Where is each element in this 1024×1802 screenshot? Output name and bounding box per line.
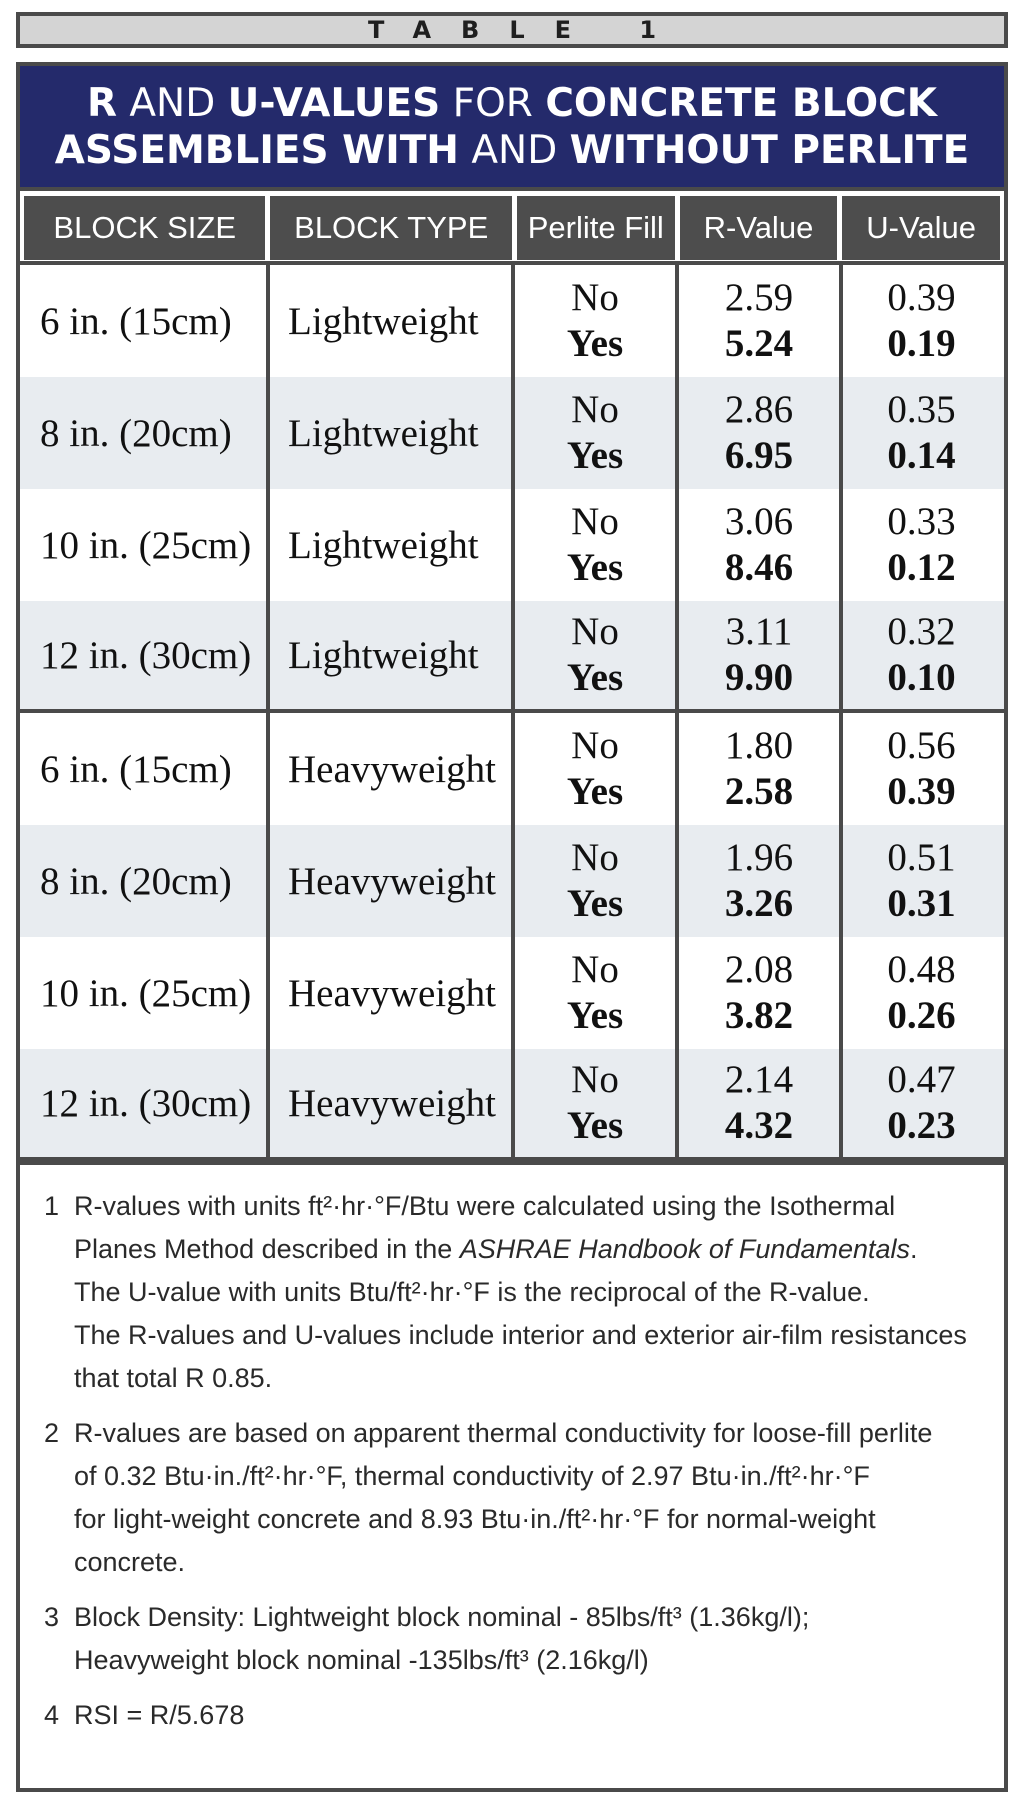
cell-r-value xyxy=(679,713,843,825)
r-value-yes: 4.32 xyxy=(724,1104,794,1147)
cell-u-value xyxy=(843,265,1000,377)
fill-no: No xyxy=(571,500,619,543)
u-value-yes: 0.26 xyxy=(887,994,956,1037)
fill-no: No xyxy=(571,724,619,767)
footnote-segment: R-values are based on apparent thermal conductivity for loose-fill perlite xyxy=(74,1418,933,1448)
cell-r-value xyxy=(679,601,843,709)
footnote-text xyxy=(74,1412,980,1584)
cell-r-value xyxy=(679,377,843,489)
cell-block-size: 10 in. (25cm) xyxy=(20,937,270,1049)
cell-block-size: 12 in. (30cm) xyxy=(20,601,270,709)
fill-yes: Yes xyxy=(566,770,624,813)
r-value-no: 1.96 xyxy=(724,836,794,879)
r-value-no: 2.59 xyxy=(724,276,794,319)
u-value-yes: 0.23 xyxy=(887,1104,956,1147)
footnote-title: ASHRAE Handbook of Fundamentals xyxy=(459,1234,910,1264)
footnote-line xyxy=(74,1314,980,1357)
cell-block-type: Lightweight xyxy=(270,601,515,709)
cell-u-value xyxy=(843,937,1000,1049)
cell-r-value xyxy=(679,1049,843,1157)
table-row xyxy=(20,489,1004,601)
fill-yes: Yes xyxy=(566,1104,624,1147)
title-segment: AND xyxy=(116,80,228,126)
u-value-yes: 0.19 xyxy=(887,322,956,365)
footnote-segment: for light-weight concrete and 8.93 Btu·in./ft²·hr·°F for normal-weight xyxy=(74,1504,876,1534)
footnote-number: 3 xyxy=(44,1602,60,1632)
fill-yes: Yes xyxy=(566,994,624,1037)
footnote-number: 4 xyxy=(44,1700,60,1730)
footnote-segment: Block Density: Lightweight block nominal - 85lbs/ft³ (1.36kg/l); xyxy=(74,1602,810,1632)
table-label-bar xyxy=(16,12,1008,48)
footnote xyxy=(44,1596,980,1682)
r-value-yes: 3.82 xyxy=(724,994,794,1037)
r-value-yes: 3.26 xyxy=(724,882,794,925)
footnote-line xyxy=(74,1455,980,1498)
fill-no: No xyxy=(571,388,619,431)
r-value-yes: 5.24 xyxy=(724,322,794,365)
fill-no: No xyxy=(571,1058,619,1101)
fill-no: No xyxy=(571,948,619,991)
fill-no: No xyxy=(571,610,619,653)
u-value-no: 0.35 xyxy=(887,388,956,431)
title-segment: U-VALUES xyxy=(227,80,441,126)
header-block-size: BLOCK SIZE xyxy=(24,196,265,260)
header-perlite-fill: Perlite Fill xyxy=(517,196,675,260)
fill-yes: Yes xyxy=(566,546,624,589)
footnote-segment: R-values with units ft²·hr·°F/Btu were calculated using the Isothermal xyxy=(74,1191,896,1221)
cell-block-type: Heavyweight xyxy=(270,825,515,937)
footnote-number: 2 xyxy=(44,1418,60,1448)
u-value-no: 0.33 xyxy=(887,500,956,543)
footnote-line xyxy=(74,1498,980,1541)
u-value-no: 0.56 xyxy=(887,724,956,767)
cell-block-size: 6 in. (15cm) xyxy=(20,265,270,377)
cell-u-value xyxy=(843,377,1000,489)
title-segment: WITHOUT PERLITE xyxy=(569,127,970,173)
footnote-line xyxy=(74,1694,980,1737)
footnote-segment: RSI = R/5.678 xyxy=(74,1700,245,1730)
u-value-yes: 0.10 xyxy=(887,656,956,699)
footnote-text xyxy=(74,1694,980,1737)
header-r-value: R-Value xyxy=(680,196,838,260)
cell-block-type: Lightweight xyxy=(270,265,515,377)
cell-perlite-fill xyxy=(515,489,679,601)
footnote-line xyxy=(74,1541,980,1584)
u-value-yes: 0.39 xyxy=(887,770,956,813)
r-value-no: 3.11 xyxy=(725,610,793,653)
u-value-no: 0.51 xyxy=(887,836,956,879)
cell-perlite-fill xyxy=(515,825,679,937)
table-body xyxy=(20,265,1004,1161)
title-line-2 xyxy=(55,127,970,174)
cell-u-value xyxy=(843,489,1000,601)
footnote-line xyxy=(74,1357,980,1400)
cell-r-value xyxy=(679,825,843,937)
table-title xyxy=(20,66,1004,191)
fill-yes: Yes xyxy=(566,434,624,477)
cell-r-value xyxy=(679,937,843,1049)
fill-no: No xyxy=(571,276,619,319)
u-value-no: 0.39 xyxy=(887,276,956,319)
footnote xyxy=(44,1694,980,1737)
cell-r-value xyxy=(679,265,843,377)
title-segment: CONCRETE BLOCK xyxy=(545,80,938,126)
cell-perlite-fill xyxy=(515,601,679,709)
footnote-line xyxy=(74,1412,980,1455)
fill-no: No xyxy=(571,836,619,879)
table-row xyxy=(20,937,1004,1049)
u-value-yes: 0.12 xyxy=(887,546,956,589)
cell-u-value xyxy=(843,825,1000,937)
footnote-number: 1 xyxy=(44,1191,60,1221)
footnote-segment: that total R 0.85. xyxy=(74,1363,273,1393)
cell-block-type: Heavyweight xyxy=(270,713,515,825)
r-value-yes: 2.58 xyxy=(724,770,794,813)
u-value-no: 0.48 xyxy=(887,948,956,991)
r-value-yes: 9.90 xyxy=(724,656,794,699)
cell-block-size: 10 in. (25cm) xyxy=(20,489,270,601)
cell-perlite-fill xyxy=(515,265,679,377)
footnote-segment: The U-value with units Btu/ft²·hr·°F is the reciprocal of the R-value. xyxy=(74,1277,870,1307)
r-value-no: 3.06 xyxy=(724,500,794,543)
table-container xyxy=(16,62,1008,1792)
footnote-line xyxy=(74,1639,980,1682)
footnote-line xyxy=(74,1185,980,1228)
table-row xyxy=(20,825,1004,937)
footnotes xyxy=(20,1161,1004,1737)
u-value-yes: 0.31 xyxy=(887,882,956,925)
header-row xyxy=(20,191,1004,265)
footnote-text xyxy=(74,1596,980,1682)
title-segment: R xyxy=(86,80,117,126)
footnote xyxy=(44,1185,980,1400)
fill-yes: Yes xyxy=(566,882,624,925)
title-line-1 xyxy=(87,80,937,127)
title-segment: FOR xyxy=(440,80,546,126)
cell-block-size: 8 in. (20cm) xyxy=(20,377,270,489)
footnote-segment: The R-values and U-values include interior and exterior air-film resistances xyxy=(74,1320,967,1350)
footnote xyxy=(44,1412,980,1584)
footnote-segment: . xyxy=(910,1234,918,1264)
footnote-segment: of 0.32 Btu·in./ft²·hr·°F, thermal conductivity of 2.97 Btu·in./ft²·hr·°F xyxy=(74,1461,870,1491)
table-row xyxy=(20,265,1004,377)
header-u-value: U-Value xyxy=(842,196,1000,260)
footnote-text xyxy=(74,1185,980,1400)
r-value-no: 2.86 xyxy=(724,388,794,431)
cell-block-size: 6 in. (15cm) xyxy=(20,713,270,825)
title-segment: AND xyxy=(458,127,570,173)
cell-perlite-fill xyxy=(515,1049,679,1157)
header-block-type: BLOCK TYPE xyxy=(270,196,511,260)
cell-u-value xyxy=(843,713,1000,825)
cell-block-type: Lightweight xyxy=(270,489,515,601)
footnote-segment: concrete. xyxy=(74,1547,186,1577)
u-value-yes: 0.14 xyxy=(887,434,956,477)
title-segment: ASSEMBLIES WITH xyxy=(54,127,459,173)
footnote-segment: Heavyweight block nominal -135lbs/ft³ (2.16kg/l) xyxy=(74,1645,649,1675)
r-value-yes: 6.95 xyxy=(724,434,794,477)
r-value-no: 2.14 xyxy=(724,1058,794,1101)
cell-block-type: Heavyweight xyxy=(270,1049,515,1157)
cell-r-value xyxy=(679,489,843,601)
table-label: TABLE 1 xyxy=(367,16,687,44)
fill-yes: Yes xyxy=(566,322,624,365)
r-value-no: 1.80 xyxy=(724,724,794,767)
cell-block-size: 8 in. (20cm) xyxy=(20,825,270,937)
footnote-line xyxy=(74,1228,980,1271)
u-value-no: 0.32 xyxy=(887,610,956,653)
fill-yes: Yes xyxy=(566,656,624,699)
u-value-no: 0.47 xyxy=(887,1058,956,1101)
footnote-line xyxy=(74,1596,980,1639)
footnote-segment: Planes Method described in the xyxy=(74,1234,460,1264)
table-row xyxy=(20,601,1004,713)
footnote-line xyxy=(74,1271,980,1314)
cell-perlite-fill xyxy=(515,377,679,489)
table-frame xyxy=(16,12,1008,1730)
cell-block-type: Lightweight xyxy=(270,377,515,489)
cell-perlite-fill xyxy=(515,937,679,1049)
cell-u-value xyxy=(843,601,1000,709)
r-value-yes: 8.46 xyxy=(724,546,794,589)
cell-perlite-fill xyxy=(515,713,679,825)
cell-block-size: 12 in. (30cm) xyxy=(20,1049,270,1157)
table-row xyxy=(20,1049,1004,1161)
table-row xyxy=(20,713,1004,825)
r-value-no: 2.08 xyxy=(724,948,794,991)
cell-block-type: Heavyweight xyxy=(270,937,515,1049)
cell-u-value xyxy=(843,1049,1000,1157)
table-row xyxy=(20,377,1004,489)
